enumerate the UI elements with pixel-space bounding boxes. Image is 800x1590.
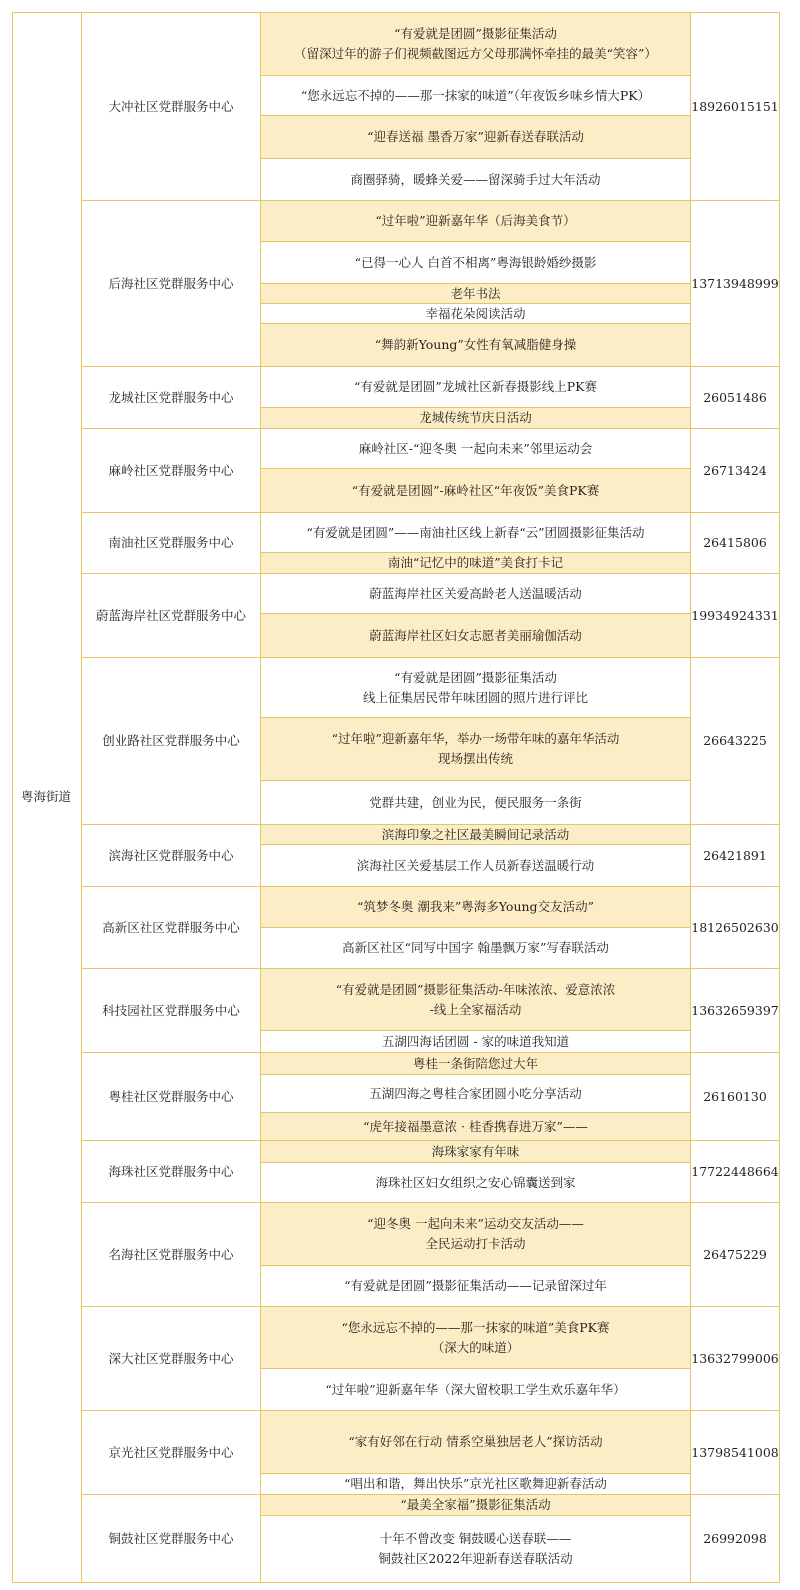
activity-cell-text: “唱出和谐，舞出快乐”京光社区歌舞迎新春活动 — [344, 1476, 607, 1491]
street-name: 粤海街道 — [20, 789, 71, 804]
activity-cell — [261, 1474, 690, 1494]
table-gridline — [81, 886, 780, 887]
activity-cell — [261, 242, 690, 283]
activity-cell-text: “家有好邻在行动 情系空巢独居老人”探访活动 — [348, 1434, 603, 1449]
phone-cell — [691, 13, 779, 200]
phone-cell-text: 26475229 — [703, 1246, 767, 1262]
activity-cell — [261, 1075, 690, 1112]
table-gridline — [81, 428, 780, 429]
phone-cell — [691, 1053, 779, 1140]
activity-cell — [261, 553, 690, 573]
activity-cell-text: 党群共建，创业为民，便民服务一条街 — [369, 794, 582, 810]
activity-cell — [261, 969, 690, 1030]
table-gridline — [81, 12, 82, 1583]
phone-cell-text: 26415806 — [703, 535, 767, 550]
activity-cell-text: “虎年接福墨意浓 · 桂香携春进万家”—— — [363, 1118, 588, 1134]
activity-cell-text: “过年啦”迎新嘉年华，举办一场带年味的嘉年华活动 现场摆出传统 — [331, 731, 620, 766]
phone-cell — [691, 1411, 779, 1494]
table-gridline — [81, 968, 780, 969]
activity-cell-text: “迎冬奥 一起向未来”运动交友活动—— 全民运动打卡活动 — [367, 1216, 584, 1251]
activity-cell — [261, 1163, 690, 1202]
phone-cell-text: 26643225 — [703, 733, 767, 748]
phone-cell — [691, 367, 779, 428]
activity-cell — [261, 1495, 690, 1515]
phone-cell-text: 26160130 — [703, 1088, 767, 1104]
center-name-cell — [82, 1495, 260, 1582]
center-name-cell — [82, 367, 260, 428]
table-gridline — [260, 303, 691, 304]
phone-cell — [691, 1495, 779, 1582]
phone-cell — [691, 1203, 779, 1306]
center-name-cell — [82, 969, 260, 1052]
table-gridline — [12, 1582, 780, 1583]
phone-cell — [691, 1307, 779, 1410]
table-gridline — [260, 1515, 691, 1516]
activity-cell-text: “有爱就是团圆”摄影征集活动 线上征集居民带年味团圆的照片进行评比 — [362, 669, 588, 705]
center-name-cell-text: 高新区社区党群服务中心 — [102, 919, 240, 935]
center-name-cell — [82, 658, 260, 824]
activity-cell-text: “迎春送福 墨香万家”迎新春送春联活动 — [367, 129, 584, 144]
table-gridline — [81, 1202, 780, 1203]
phone-cell — [691, 574, 779, 657]
activity-cell-text: 滨海社区关爱基层工作人员新春送温暖行动 — [356, 857, 595, 873]
center-name-cell — [82, 429, 260, 512]
activity-cell — [261, 574, 690, 613]
phone-cell — [691, 513, 779, 573]
activity-cell-text: 蔚蓝海岸社区关爱高龄老人送温暖活动 — [369, 585, 582, 601]
activity-cell-text: “筑梦冬奥 潮我来”粤海多Young交友活动” — [357, 899, 594, 914]
phone-cell — [691, 429, 779, 512]
activity-cell-text: 蔚蓝海岸社区妇女志愿者美丽瑜伽活动 — [369, 627, 582, 643]
activity-cell-text: 幸福花朵阅读活动 — [425, 305, 526, 321]
activity-cell — [261, 1053, 690, 1074]
table-gridline — [81, 366, 780, 367]
table-gridline — [260, 613, 691, 614]
center-name-cell — [82, 1141, 260, 1202]
activity-cell-text: “有爱就是团圆”——南油社区线上新春“云”团圆摄影征集活动 — [306, 524, 645, 540]
activity-cell — [261, 159, 690, 200]
street-cell — [12, 12, 80, 1582]
center-name-cell — [82, 825, 260, 886]
activity-cell — [261, 1266, 690, 1306]
activity-cell — [261, 781, 690, 824]
activity-cell-text: “舞韵新Young”女性有氧减脂健身操 — [374, 337, 577, 352]
table-gridline — [260, 1265, 691, 1266]
activity-cell-text: 南油“记忆中的味道”美食打卡记 — [387, 555, 564, 570]
table-gridline — [12, 12, 780, 13]
table-gridline — [260, 1162, 691, 1163]
table-gridline — [81, 512, 780, 513]
phone-cell-text: 26992098 — [703, 1530, 767, 1546]
phone-cell — [691, 201, 779, 366]
center-name-cell-text: 麻岭社区党群服务中心 — [108, 462, 234, 478]
activity-cell-text: 五湖四海之粤桂合家团圆小吃分享活动 — [369, 1085, 582, 1101]
activity-cell — [261, 658, 690, 717]
table-gridline — [260, 1368, 691, 1369]
table-gridline — [260, 927, 691, 928]
table-gridline — [81, 573, 780, 574]
center-name-cell-text: 科技园社区党群服务中心 — [102, 1002, 240, 1018]
table-gridline — [260, 717, 691, 718]
table-gridline — [260, 1473, 691, 1474]
activity-cell — [261, 825, 690, 844]
activity-cell — [261, 614, 690, 657]
activity-cell — [261, 76, 690, 115]
phone-cell-text: 18926015151 — [691, 98, 779, 114]
activity-cell-text: 高新区社区“同写中国字 翰墨飘万家”写春联活动 — [342, 940, 609, 955]
table-gridline — [81, 1410, 780, 1411]
activity-cell-text: “过年啦”迎新嘉年华（深大留校职工学生欢乐嘉年华） — [325, 1381, 626, 1397]
activity-cell-text: 粤桂一条街陪您过大年 — [412, 1055, 538, 1071]
activity-cell — [261, 429, 690, 468]
center-name-cell-text: 南油社区党群服务中心 — [108, 535, 234, 550]
table-gridline — [81, 200, 780, 201]
phone-cell-text: 13713948999 — [691, 275, 779, 291]
center-name-cell-text: 京光社区党群服务中心 — [108, 1444, 234, 1460]
activity-cell-text: “您永远忘不掉的——那一抹家的味道”美食PK赛 （深大的味道） — [341, 1319, 610, 1355]
center-name-cell-text: 龙城社区党群服务中心 — [108, 389, 234, 405]
table-gridline — [260, 12, 261, 1583]
activity-cell-text: 商圈驿骑，暖蜂关爱——留深骑手过大年活动 — [350, 171, 601, 187]
phone-cell-text: 13632799006 — [691, 1350, 779, 1366]
activity-cell — [261, 324, 690, 366]
table-gridline — [260, 780, 691, 781]
table-gridline — [260, 1112, 691, 1113]
phone-cell — [691, 969, 779, 1052]
activity-cell — [261, 1369, 690, 1410]
activity-cell-text: 龙城传统节庆日活动 — [419, 410, 532, 425]
center-name-cell — [82, 1053, 260, 1140]
phone-cell — [691, 658, 779, 824]
center-name-cell — [82, 887, 260, 968]
phone-cell-text: 26051486 — [703, 389, 767, 405]
activity-cell — [261, 1113, 690, 1140]
activity-cell-text: “有爱就是团圆”龙城社区新春摄影线上PK赛 — [353, 379, 598, 394]
activity-cell — [261, 1411, 690, 1473]
activity-cell-text: “有爱就是团圆”摄影征集活动——记录留深过年 — [344, 1278, 607, 1293]
table-gridline — [690, 12, 691, 1583]
center-name-cell-text: 蔚蓝海岸社区党群服务中心 — [95, 607, 246, 623]
phone-cell-text: 19934924331 — [691, 607, 779, 623]
activity-cell — [261, 13, 690, 75]
activity-cell — [261, 1307, 690, 1368]
activity-cell — [261, 1203, 690, 1265]
activity-cell — [261, 284, 690, 303]
table-gridline — [260, 1030, 691, 1031]
center-name-cell — [82, 1411, 260, 1494]
activity-cell-text: “有爱就是团圆”-麻岭社区“年夜饭”美食PK赛 — [351, 482, 600, 498]
activity-cell — [261, 887, 690, 927]
center-name-cell — [82, 574, 260, 657]
activity-cell — [261, 408, 690, 428]
activity-cell-text: “已得一心人 白首不相离”粤海银龄婚纱摄影 — [354, 254, 597, 270]
activity-cell — [261, 367, 690, 407]
table-gridline — [260, 241, 691, 242]
table-gridline — [81, 1052, 780, 1053]
center-name-cell-text: 滨海社区党群服务中心 — [108, 847, 234, 863]
center-name-cell — [82, 13, 260, 200]
activity-cell-text: “有爱就是团圆”摄影征集活动-年味浓浓、爱意浓浓 -线上全家福活动 — [335, 981, 616, 1017]
activity-cell-text: 五湖四海话团圆 - 家的味道我知道 — [381, 1033, 570, 1049]
table-gridline — [260, 552, 691, 553]
table-gridline — [779, 12, 780, 1583]
table-gridline — [81, 657, 780, 658]
phone-cell — [691, 825, 779, 886]
activity-cell-text: “有爱就是团圆”摄影征集活动 （留深过年的游子们视频截图远方父母那满怀牵挂的最美“笑容”） — [294, 26, 657, 61]
table-gridline — [81, 1140, 780, 1141]
table-gridline — [260, 115, 691, 116]
center-name-cell — [82, 1307, 260, 1410]
activity-cell — [261, 1516, 690, 1582]
activity-cell — [261, 513, 690, 552]
activity-cell-text: 麻岭社区-“迎冬奥 一起向未来”邻里运动会 — [358, 440, 593, 456]
activity-cell-text: 海珠社区妇女组织之安心锦囊送到家 — [375, 1174, 576, 1190]
activity-cell — [261, 1141, 690, 1162]
phone-cell-text: 13632659397 — [691, 1002, 779, 1018]
activity-cell-text: 老年书法 — [450, 285, 501, 301]
activity-cell — [261, 928, 690, 968]
activity-cell-text: “最美全家福”摄影征集活动 — [400, 1497, 551, 1512]
table-gridline — [260, 158, 691, 159]
center-name-cell-text: 创业路社区党群服务中心 — [102, 733, 240, 748]
phone-cell-text: 26713424 — [703, 462, 767, 478]
phone-cell-text: 17722448664 — [691, 1163, 779, 1179]
center-name-cell-text: 深大社区党群服务中心 — [108, 1350, 234, 1366]
table-gridline — [260, 323, 691, 324]
activity-cell-text: 海珠家家有年味 — [431, 1143, 520, 1159]
table-gridline — [260, 407, 691, 408]
activity-cell — [261, 718, 690, 780]
phone-cell-text: 13798541008 — [691, 1444, 779, 1460]
center-name-cell — [82, 1203, 260, 1306]
activity-cell-text: “您永远忘不掉的——那一抹家的味道”（年夜饭乡味乡情大PK） — [300, 87, 651, 103]
center-name-cell — [82, 513, 260, 573]
phone-cell-text: 26421891 — [703, 847, 767, 863]
table-gridline — [260, 75, 691, 76]
activity-cell — [261, 304, 690, 323]
table-gridline — [81, 1306, 780, 1307]
table-gridline — [81, 1494, 780, 1495]
table-gridline — [260, 844, 691, 845]
activity-cell — [261, 845, 690, 886]
activity-cell-text: 滨海印象之社区最美瞬间记录活动 — [381, 826, 570, 842]
activity-cell-text: 十年不曾改变 铜鼓暖心送春联—— 铜鼓社区2022年迎新春送春联活动 — [378, 1531, 573, 1566]
table-gridline — [81, 824, 780, 825]
center-name-cell-text: 粤桂社区党群服务中心 — [108, 1088, 234, 1104]
activity-cell-text: “过年啦”迎新嘉年华（后海美食节） — [375, 213, 576, 228]
activity-cell — [261, 201, 690, 241]
table-gridline — [12, 12, 13, 1583]
table-gridline — [260, 1074, 691, 1075]
center-name-cell-text: 铜鼓社区党群服务中心 — [108, 1530, 234, 1546]
table-gridline — [260, 468, 691, 469]
center-name-cell-text: 海珠社区党群服务中心 — [108, 1163, 234, 1179]
table-gridline — [260, 283, 691, 284]
activity-cell — [261, 116, 690, 158]
activity-cell — [261, 469, 690, 512]
phone-cell — [691, 887, 779, 968]
center-name-cell — [82, 201, 260, 366]
center-name-cell-text: 后海社区党群服务中心 — [108, 275, 234, 291]
center-name-cell-text: 大冲社区党群服务中心 — [108, 98, 234, 114]
phone-cell-text: 18126502630 — [691, 919, 779, 935]
phone-cell — [691, 1141, 779, 1202]
activity-cell — [261, 1031, 690, 1052]
center-name-cell-text: 名海社区党群服务中心 — [108, 1246, 234, 1262]
